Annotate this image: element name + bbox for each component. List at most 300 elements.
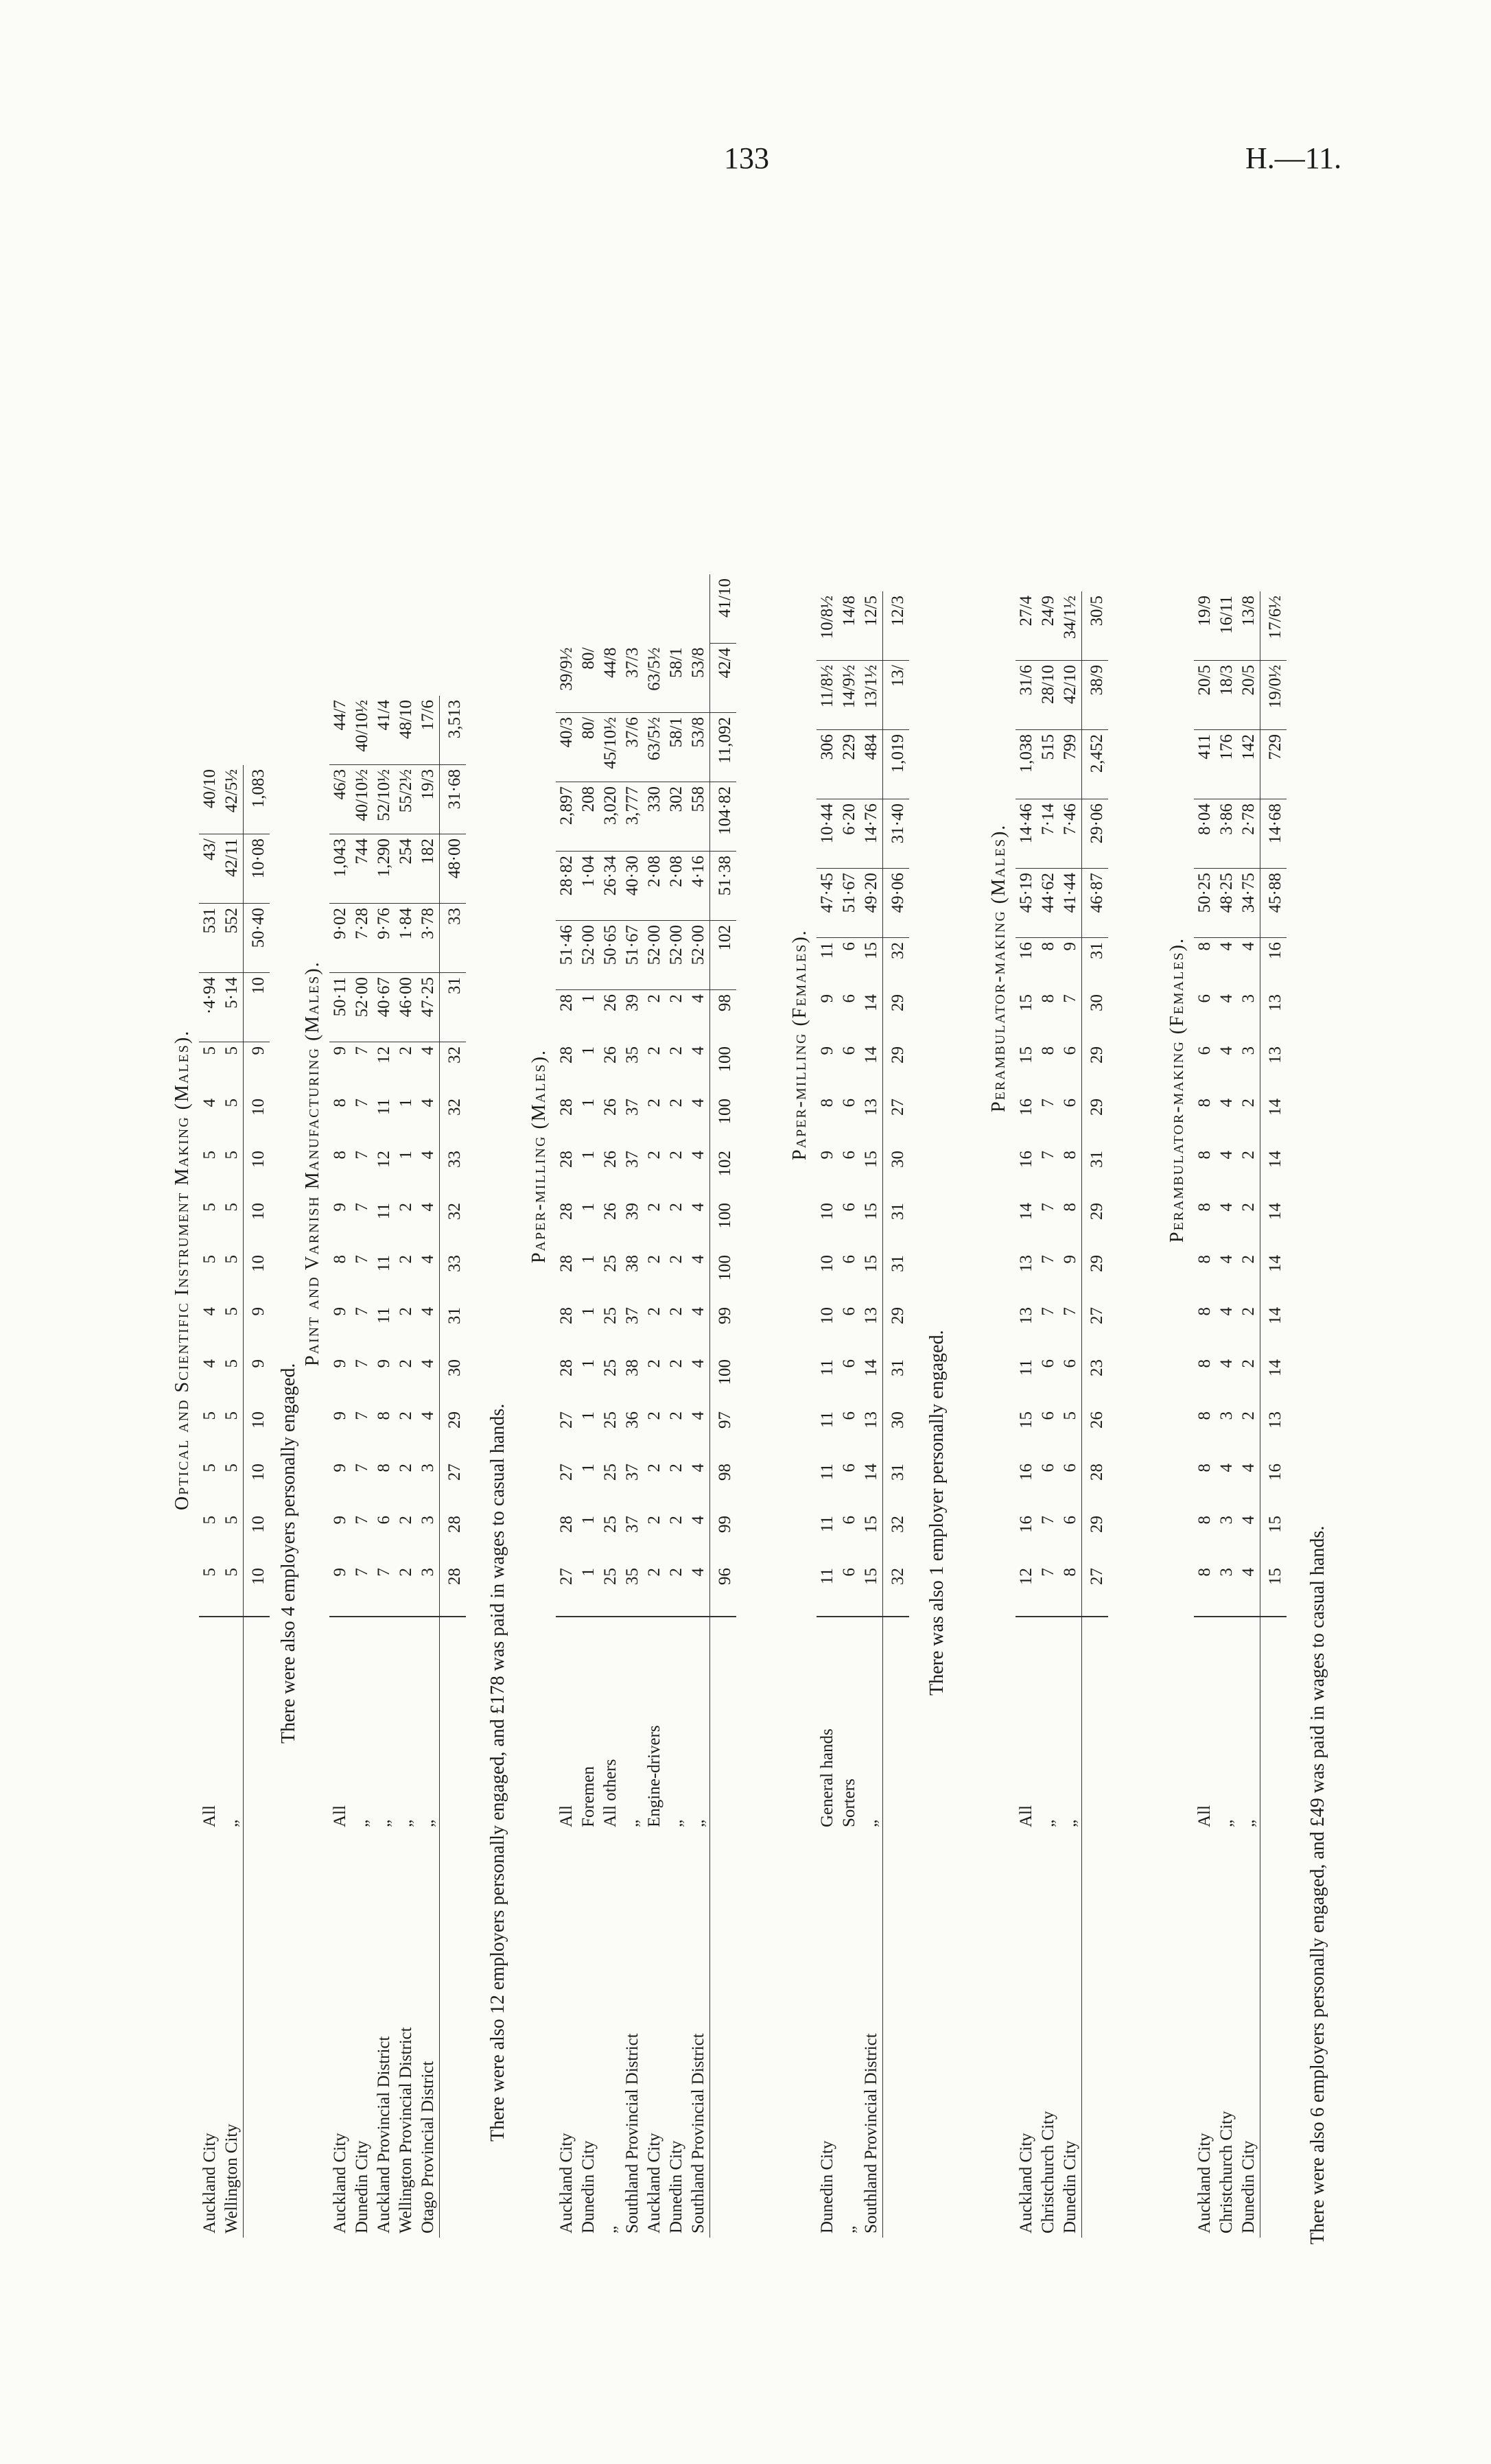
table-row xyxy=(1238,591,1260,2238)
occupation-cell: All xyxy=(331,1805,349,1827)
month-cell: 6 xyxy=(1039,1359,1057,1368)
value-cell: 302 xyxy=(666,782,688,852)
month-cell: 28 xyxy=(557,1516,576,1533)
total-cell: 31·68 xyxy=(440,765,467,834)
value-cell: 51·67 xyxy=(622,921,644,990)
month-cell: 5 xyxy=(222,1099,241,1107)
month-cell: 6 xyxy=(1039,1411,1057,1420)
occupation-cell: „ xyxy=(353,1819,371,1827)
month-cell: 4 xyxy=(1217,1307,1236,1316)
total-cell: 31 xyxy=(883,1199,910,1251)
month-cell: 11 xyxy=(817,1564,838,1617)
value-cell: 208 xyxy=(578,782,600,852)
value-cell: 48·25 xyxy=(1216,869,1238,938)
month-cell: 7 xyxy=(1061,994,1079,1003)
month-cell: 27 xyxy=(557,1411,576,1429)
month-cell: 2 xyxy=(645,994,664,1003)
total-cell: 14 xyxy=(1260,1355,1287,1407)
total-cell: 27 xyxy=(440,1459,467,1512)
value-cell: 142 xyxy=(1238,730,1260,799)
total-cell: 46·87 xyxy=(1082,869,1109,938)
value-cell: 1,038 xyxy=(1015,730,1037,799)
value-cell: 37/3 xyxy=(622,644,644,713)
month-cell: 5 xyxy=(221,1564,244,1617)
value-cell: 53/8 xyxy=(688,644,710,713)
value-cell: 41·44 xyxy=(1059,869,1082,938)
value-cell: 49·20 xyxy=(860,869,883,938)
month-cell: 5 xyxy=(222,1411,241,1420)
place-cell: Otago Provincial District xyxy=(419,2061,437,2233)
month-cell: 1 xyxy=(579,1307,598,1316)
value-cell: 3,777 xyxy=(622,782,644,852)
month-cell: 4 xyxy=(200,1359,219,1368)
month-cell: 6 xyxy=(840,942,858,951)
value-cell: 19/9 xyxy=(1194,591,1216,661)
month-cell: 7 xyxy=(353,1411,371,1420)
month-cell: 7 xyxy=(1039,1255,1057,1264)
place-cell: „ xyxy=(840,2225,858,2233)
month-cell: 4 xyxy=(419,1203,437,1212)
total-cell: 31 xyxy=(440,1303,467,1355)
total-cell: 1,019 xyxy=(883,730,910,799)
month-cell: 6 xyxy=(1061,1516,1079,1525)
value-cell: 14/8 xyxy=(838,591,860,661)
month-cell: 7 xyxy=(353,1046,371,1055)
place-cell xyxy=(1260,1831,1287,2238)
occupation-cell: „ xyxy=(1239,1819,1258,1827)
month-cell: 6 xyxy=(840,1411,858,1420)
month-cell: 16 xyxy=(1017,942,1035,959)
month-cell: 8 xyxy=(331,1151,349,1160)
value-cell: 53/8 xyxy=(688,713,710,782)
value-cell: 40/10 xyxy=(199,765,221,834)
total-cell: 10 xyxy=(244,1199,270,1251)
total-cell: 10 xyxy=(244,1251,270,1303)
month-cell: 2 xyxy=(397,1516,415,1525)
place-cell: Auckland City xyxy=(645,2133,664,2233)
value-cell: 39/9½ xyxy=(556,644,578,713)
value-cell: 1·04 xyxy=(578,852,600,921)
section-title: Perambulator-making (Females). xyxy=(1166,937,1188,1243)
month-cell: 11 xyxy=(818,1359,836,1376)
month-cell: 2 xyxy=(645,1411,664,1420)
value-cell: 44/7 xyxy=(329,696,351,765)
month-cell: 2 xyxy=(1239,1255,1258,1264)
month-cell: 7 xyxy=(1039,1151,1057,1160)
value-cell: 26·34 xyxy=(600,852,622,921)
month-cell: 1 xyxy=(579,994,598,1003)
month-cell: 3 xyxy=(417,1564,440,1617)
total-cell: 42/4 xyxy=(710,644,737,713)
month-cell: 3 xyxy=(1239,994,1258,1003)
value-cell: 306 xyxy=(817,730,838,799)
month-cell: 4 xyxy=(689,1255,707,1264)
month-cell: 7 xyxy=(1039,1516,1057,1525)
value-cell: 254 xyxy=(395,834,417,904)
total-cell: 9 xyxy=(244,1042,270,1095)
value-cell: 14·46 xyxy=(1015,799,1037,869)
month-cell: 26 xyxy=(601,1099,620,1116)
value-cell: 47·45 xyxy=(817,869,838,938)
table-row xyxy=(578,574,600,2238)
place-cell: „ xyxy=(601,2225,620,2233)
month-cell: 9 xyxy=(1061,942,1079,951)
total-cell: 23 xyxy=(1082,1355,1109,1407)
month-cell: 1 xyxy=(579,1411,598,1420)
month-cell: 38 xyxy=(623,1359,642,1376)
value-cell: 2·78 xyxy=(1238,799,1260,869)
value-cell: 558 xyxy=(688,782,710,852)
total-cell: 10 xyxy=(244,1512,270,1564)
month-cell: 8 xyxy=(375,1411,393,1420)
month-cell: 13 xyxy=(862,1411,880,1429)
month-cell: 4 xyxy=(1217,1151,1236,1160)
value-cell: 50·25 xyxy=(1194,869,1216,938)
place-cell: Southland Provincial District xyxy=(862,2033,880,2233)
total-cell: 29 xyxy=(883,1042,910,1094)
value-cell: 20/5 xyxy=(1238,661,1260,730)
total-cell: 33 xyxy=(440,1251,467,1303)
month-cell: 8 xyxy=(1195,1255,1214,1264)
month-cell: 4 xyxy=(689,1359,707,1368)
value-cell: 552 xyxy=(221,904,244,973)
month-cell: 2 xyxy=(645,1359,664,1368)
month-cell: 8 xyxy=(1039,942,1057,951)
section-table xyxy=(199,765,270,2238)
month-cell: 13 xyxy=(1017,1255,1035,1272)
month-cell: 2 xyxy=(667,1151,685,1160)
value-cell: 41/4 xyxy=(373,696,395,765)
month-cell: 8 xyxy=(1195,942,1214,951)
value-cell: 34/1½ xyxy=(1059,591,1082,661)
occupation-cell: All xyxy=(200,1805,219,1827)
month-cell: 4 xyxy=(419,1359,437,1368)
total-cell: 32 xyxy=(883,1512,910,1564)
value-cell: 44/8 xyxy=(600,644,622,713)
month-cell: 16 xyxy=(1017,1151,1035,1168)
month-cell: 6 xyxy=(840,1099,858,1107)
month-cell: 2 xyxy=(667,1359,685,1368)
section-table xyxy=(1015,591,1108,2238)
month-cell: 2 xyxy=(667,1203,685,1212)
occupation-cell: Foremen xyxy=(579,1766,598,1827)
total-cell: 14 xyxy=(1260,1303,1287,1355)
month-cell: 5 xyxy=(222,1516,241,1525)
table-row xyxy=(666,574,688,2238)
value-cell: 10/8½ xyxy=(817,591,838,661)
value-cell: 3·86 xyxy=(1216,799,1238,869)
total-cell: 28 xyxy=(440,1564,467,1617)
total-cell: 30 xyxy=(440,1355,467,1407)
month-cell: 2 xyxy=(1239,1359,1258,1368)
occupation-cell xyxy=(1260,1617,1287,1831)
month-cell: 1 xyxy=(579,1359,598,1368)
month-cell: 38 xyxy=(623,1255,642,1272)
total-cell: 38/9 xyxy=(1082,661,1109,730)
value-cell: 63/5½ xyxy=(644,713,666,782)
month-cell: 4 xyxy=(688,1564,710,1617)
month-cell: 5 xyxy=(222,1307,241,1316)
month-cell: 4 xyxy=(419,1411,437,1420)
month-cell: 16 xyxy=(1017,1464,1035,1481)
place-cell: Auckland City xyxy=(200,2133,219,2233)
month-cell: 7 xyxy=(353,1359,371,1368)
place-cell xyxy=(883,1831,910,2238)
total-cell: 13/ xyxy=(883,661,910,730)
month-cell: 8 xyxy=(1061,1151,1079,1160)
value-cell: 19/3 xyxy=(417,765,440,834)
total-cell: 12/3 xyxy=(883,591,910,661)
month-cell: 8 xyxy=(1195,1516,1214,1525)
total-cell: 32 xyxy=(440,1094,467,1147)
month-cell: 15 xyxy=(862,1255,880,1272)
month-cell: 8 xyxy=(1195,1203,1214,1212)
value-cell: 9·02 xyxy=(329,904,351,973)
month-cell: 4 xyxy=(1217,1359,1236,1368)
value-cell: 42/11 xyxy=(221,834,244,904)
month-cell: 8 xyxy=(1061,1203,1079,1212)
section-table xyxy=(1194,591,1287,2238)
month-cell: 7 xyxy=(353,1203,371,1212)
month-cell: 9 xyxy=(818,1151,836,1160)
month-cell: 2 xyxy=(397,1046,415,1055)
value-cell: 34·75 xyxy=(1238,869,1260,938)
value-cell: 7·28 xyxy=(351,904,373,973)
month-cell: 37 xyxy=(623,1151,642,1168)
total-cell: 16 xyxy=(1260,938,1287,991)
value-cell: 40·30 xyxy=(622,852,644,921)
value-cell: 14·76 xyxy=(860,799,883,869)
month-cell: 39 xyxy=(623,994,642,1011)
occupation-cell: „ xyxy=(623,1819,642,1827)
value-cell: 45/10½ xyxy=(600,713,622,782)
month-cell: 6 xyxy=(1195,1046,1214,1055)
table-row xyxy=(644,574,666,2238)
total-cell: 27 xyxy=(1082,1303,1109,1355)
total-cell: 98 xyxy=(710,990,737,1043)
month-cell: 7 xyxy=(1037,1564,1059,1617)
total-cell: 99 xyxy=(710,1512,737,1564)
total-cell: 9 xyxy=(244,1355,270,1407)
value-cell: 6·20 xyxy=(838,799,860,869)
value-cell: 45·19 xyxy=(1015,869,1037,938)
occupation-cell: All xyxy=(557,1805,576,1827)
value-cell: 176 xyxy=(1216,730,1238,799)
month-cell: 7 xyxy=(373,1564,395,1617)
month-cell: 8 xyxy=(375,1464,393,1472)
month-cell: 7 xyxy=(1039,1307,1057,1316)
total-cell: 31·40 xyxy=(883,799,910,869)
month-cell: 2 xyxy=(667,1307,685,1316)
value-cell: 1,043 xyxy=(329,834,351,904)
occupation-cell: „ xyxy=(862,1819,880,1827)
total-cell: 48·00 xyxy=(440,834,467,904)
month-cell: 8 xyxy=(331,1255,349,1264)
month-cell: 13 xyxy=(862,1307,880,1324)
month-cell: 35 xyxy=(622,1564,644,1617)
month-cell: 7 xyxy=(1039,1099,1057,1107)
total-cell: 98 xyxy=(710,1459,737,1512)
table-row xyxy=(688,574,710,2238)
total-row xyxy=(710,574,737,2238)
value-cell: 52·00 xyxy=(688,921,710,990)
month-cell: 3 xyxy=(419,1464,437,1472)
value-cell: 42/10 xyxy=(1059,661,1082,730)
month-cell: 37 xyxy=(623,1464,642,1481)
total-cell: 29 xyxy=(1082,1042,1109,1094)
month-cell: 7 xyxy=(353,1516,371,1525)
total-cell: 31 xyxy=(883,1459,910,1512)
place-cell: Auckland City xyxy=(331,2133,349,2233)
month-cell: 36 xyxy=(623,1411,642,1429)
month-cell: 28 xyxy=(557,1151,576,1168)
month-cell: 5 xyxy=(200,1203,219,1212)
value-cell: 2·08 xyxy=(666,852,688,921)
value-cell: 24/9 xyxy=(1037,591,1059,661)
total-cell: 29 xyxy=(883,1303,910,1355)
month-cell: 6 xyxy=(1061,1359,1079,1368)
place-cell: Auckland City xyxy=(557,2133,576,2233)
month-cell: 28 xyxy=(557,994,576,1011)
value-cell: 5·14 xyxy=(221,973,244,1042)
place-cell xyxy=(440,1831,467,2238)
total-cell: 104·82 xyxy=(710,782,737,852)
value-cell: 37/6 xyxy=(622,713,644,782)
value-cell: 182 xyxy=(417,834,440,904)
month-cell: 2 xyxy=(645,1203,664,1212)
total-cell: 13 xyxy=(1260,990,1287,1042)
section-title: Paper-milling (Females). xyxy=(789,929,810,1160)
month-cell: 4 xyxy=(689,1203,707,1212)
place-cell: Auckland Provincial District xyxy=(375,2036,393,2233)
month-cell: 2 xyxy=(1239,1151,1258,1160)
month-cell: 2 xyxy=(667,994,685,1003)
month-cell: 15 xyxy=(860,1564,883,1617)
month-cell: 4 xyxy=(419,1255,437,1264)
total-cell: 49·06 xyxy=(883,869,910,938)
month-cell: 28 xyxy=(557,1099,576,1116)
month-cell: 11 xyxy=(375,1203,393,1220)
value-cell: 28/10 xyxy=(1037,661,1059,730)
total-cell: 51·38 xyxy=(710,852,737,921)
section-note: There was also 1 employer personally engaged. xyxy=(926,1330,948,1696)
month-cell: 9 xyxy=(331,1411,349,1420)
value-cell: 42/5½ xyxy=(221,765,244,834)
month-cell: 4 xyxy=(689,1046,707,1055)
value-cell: 531 xyxy=(199,904,221,973)
month-cell: 2 xyxy=(666,1564,688,1617)
section-table xyxy=(329,696,466,2238)
month-cell: 5 xyxy=(199,1564,221,1617)
value-cell: 40/10½ xyxy=(351,765,373,834)
total-cell: 29 xyxy=(1082,1199,1109,1251)
value-cell: 7·14 xyxy=(1037,799,1059,869)
total-cell: 10 xyxy=(244,1094,270,1147)
month-cell: 4 xyxy=(1217,994,1236,1003)
month-cell: 2 xyxy=(645,1464,664,1472)
month-cell: 2 xyxy=(397,1307,415,1316)
month-cell: 2 xyxy=(645,1046,664,1055)
month-cell: 2 xyxy=(667,1255,685,1264)
value-cell: 3·78 xyxy=(417,904,440,973)
value-cell: 16/11 xyxy=(1216,591,1238,661)
month-cell: 2 xyxy=(395,1564,417,1617)
place-cell: Christchurch City xyxy=(1217,2111,1236,2233)
value-cell: 52·00 xyxy=(578,921,600,990)
month-cell: 12 xyxy=(1015,1564,1037,1617)
occupation-cell xyxy=(244,1617,270,1831)
month-cell: 25 xyxy=(601,1411,620,1429)
month-cell: 11 xyxy=(818,1411,836,1429)
value-cell: 18/3 xyxy=(1216,661,1238,730)
total-cell: 96 xyxy=(710,1564,737,1617)
month-cell: 11 xyxy=(375,1255,393,1272)
total-cell: 97 xyxy=(710,1407,737,1459)
total-cell: 100 xyxy=(710,1042,737,1094)
total-cell: 9 xyxy=(244,1303,270,1355)
place-cell xyxy=(710,1831,737,2238)
value-cell: 40/10½ xyxy=(351,696,373,765)
table-row xyxy=(417,696,440,2238)
total-cell: 14 xyxy=(1260,1147,1287,1199)
occupation-cell xyxy=(883,1617,910,1831)
occupation-cell: All xyxy=(1195,1805,1214,1827)
value-cell: 51·67 xyxy=(838,869,860,938)
month-cell: 14 xyxy=(862,1359,880,1376)
month-cell: 25 xyxy=(600,1564,622,1617)
total-cell: 45·88 xyxy=(1260,869,1287,938)
value-cell: 229 xyxy=(838,730,860,799)
month-cell: 5 xyxy=(222,1464,241,1472)
month-cell: 4 xyxy=(1239,942,1258,951)
month-cell: 8 xyxy=(1195,1464,1214,1472)
month-cell: 4 xyxy=(1239,1516,1258,1525)
month-cell: 27 xyxy=(557,1464,576,1481)
value-cell: 47·25 xyxy=(417,973,440,1042)
value-cell: 10·44 xyxy=(817,799,838,869)
total-cell: 27 xyxy=(1082,1564,1109,1617)
value-cell: 28·82 xyxy=(556,852,578,921)
month-cell: 2 xyxy=(1239,1307,1258,1316)
section-table xyxy=(817,591,909,2238)
month-cell: 2 xyxy=(645,1151,664,1160)
month-cell: 25 xyxy=(601,1255,620,1272)
month-cell: 1 xyxy=(397,1099,415,1107)
value-cell: 13/8 xyxy=(1238,591,1260,661)
month-cell: 8 xyxy=(1194,1564,1216,1617)
month-cell: 4 xyxy=(689,1307,707,1316)
value-cell: 27/4 xyxy=(1015,591,1037,661)
occupation-cell: „ xyxy=(1061,1819,1079,1827)
occupation-cell: All others xyxy=(601,1759,620,1827)
place-cell: Wellington City xyxy=(222,2124,241,2233)
month-cell: 6 xyxy=(840,1151,858,1160)
month-cell: 6 xyxy=(840,1046,858,1055)
month-cell: 10 xyxy=(818,1203,836,1220)
occupation-cell: „ xyxy=(397,1819,415,1827)
section-title: Paper-milling (Males). xyxy=(528,1049,550,1263)
month-cell: 8 xyxy=(1195,1411,1214,1420)
month-cell: 16 xyxy=(1017,1099,1035,1116)
total-cell: 31 xyxy=(883,1355,910,1407)
month-cell: 14 xyxy=(862,1464,880,1481)
value-cell: 63/5½ xyxy=(644,644,666,713)
month-cell: 4 xyxy=(1217,1099,1236,1107)
total-row xyxy=(440,696,467,2238)
place-cell: Auckland City xyxy=(1017,2133,1035,2233)
month-cell: 11 xyxy=(375,1307,393,1324)
table-row xyxy=(1015,591,1037,2238)
